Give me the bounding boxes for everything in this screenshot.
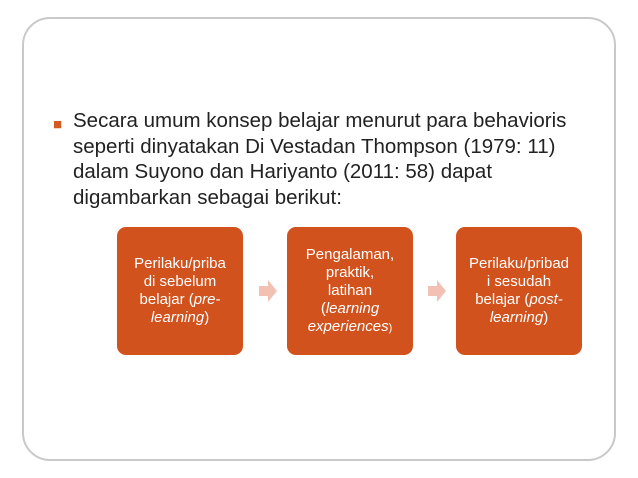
arrow-right-icon bbox=[259, 280, 277, 302]
stage-box-experience bbox=[287, 227, 413, 355]
bullet-icon: ■ bbox=[53, 116, 63, 133]
bullet-item bbox=[53, 108, 603, 210]
bullet-text: Secara umum konsep belajar menurut para behavioris seperti dinyatakan Di Vestadan Thompson (1979: 11) dalam Suyono dan Hariyanto (2011: 58) dapat digambarkan sebagai berikut: bbox=[73, 109, 567, 209]
stage-box-before bbox=[117, 227, 243, 355]
stage-box-before-label: Perilaku/priba di sebelum belajar (pre- learning) bbox=[134, 255, 226, 326]
stage-box-after bbox=[456, 227, 582, 355]
stage-box-after-label: Perilaku/pribad i sesudah belajar (post- learning) bbox=[468, 255, 570, 326]
arrow-right-icon bbox=[428, 280, 446, 302]
stage-box-experience-label: Pengalaman, praktik, latihan (learning experiences) bbox=[305, 245, 395, 335]
